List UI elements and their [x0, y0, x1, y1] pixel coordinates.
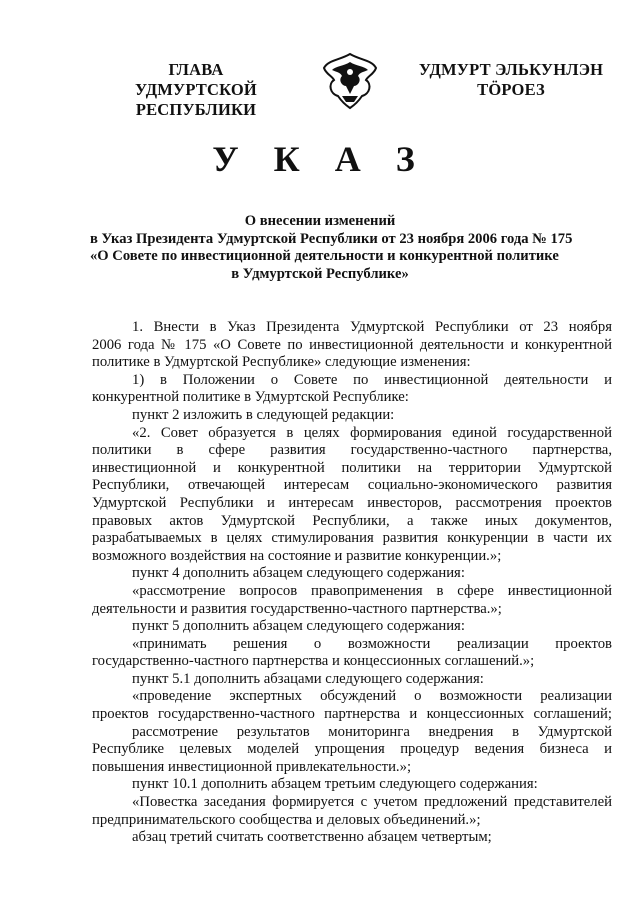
- body-line: пункт 5.1 дополнить абзацами следующего содержания:: [132, 670, 484, 687]
- body-line: политике в Удмуртской Республике» следующие изменения:: [92, 354, 471, 371]
- body-line: политики в сфере развития государственно-частного партнерства,: [92, 442, 612, 459]
- body-line: 2006 года № 175 «О Совете по инвестиционной деятельности и конкурентной: [92, 336, 612, 353]
- subject-line: «О Совете по инвестиционной деятельности и конкурентной политике: [90, 248, 559, 264]
- subject-line: О внесении изменений: [244, 213, 396, 229]
- body-line: пункт 10.1 дополнить абзацем третьим следующего содержания:: [132, 776, 538, 793]
- body-line: 1) в Положении о Совете по инвестиционной деятельности и: [132, 371, 612, 388]
- body-line: рассмотрение результатов мониторинга внедрения в Удмуртской: [132, 723, 612, 740]
- body-line: конкурентной политике в Удмуртской Республике:: [92, 389, 409, 406]
- body-line: «принимать решения о возможности реализации проектов: [132, 635, 612, 652]
- subject-line: в Удмуртской Республике»: [231, 265, 409, 282]
- body-line: инвестиционной и конкурентной политики на территории Удмуртской: [92, 459, 612, 476]
- decree-title: У К А З: [212, 139, 428, 179]
- body-line: «проведение экспертных обсуждений о возможности реализации: [132, 688, 612, 705]
- body-line: абзац третий считать соответственно абзацем четвертым;: [132, 829, 492, 846]
- body-line: Республики, отвечающей интересам социально-экономического развития: [92, 477, 612, 494]
- body-line: деятельности и развития государственно-частного партнерства.»;: [92, 600, 502, 617]
- body-line: повышения инвестиционной привлекательности.»;: [92, 758, 412, 775]
- header-left-line-2: УДМУРТСКОЙ РЕСПУБЛИКИ: [135, 80, 257, 119]
- body-line: пункт 5 дополнить абзацем следующего содержания:: [132, 618, 465, 635]
- body-line: «2. Совет образуется в целях формирования единой государственной: [132, 424, 612, 441]
- body-line: государственно-частного партнерства и концессионных соглашений.»;: [92, 653, 535, 670]
- decree-body: [92, 319, 612, 847]
- body-line: пункт 2 изложить в следующей редакции:: [132, 406, 395, 423]
- subject-line: в Указ Президента Удмуртской Республики от 23 ноября 2006 года № 175: [90, 230, 573, 247]
- coat-of-arms-icon: [320, 50, 380, 110]
- body-line: «рассмотрение вопросов правоприменения в сфере инвестиционной: [132, 582, 612, 599]
- header-right-line-2: ТӦРОЕЗ: [477, 80, 545, 99]
- body-line: предпринимательского сообщества и деловых объединений.»;: [92, 811, 481, 828]
- body-line: 1. Внести в Указ Президента Удмуртской Республики от 23 ноября: [132, 319, 612, 335]
- header-left-line-1: ГЛАВА: [168, 60, 224, 79]
- header-right-line-1: УДМУРТ ЭЛЬКУНЛЭН: [418, 60, 604, 79]
- body-line: «Повестка заседания формируется с учетом предложений представителей: [132, 794, 612, 811]
- body-line: проектов государственно-частного партнерства и концессионных соглашений;: [92, 706, 612, 723]
- body-line: Удмуртской Республики и интересам инвесторов, рассмотрения проектов: [92, 494, 612, 511]
- decree-subject: [90, 213, 573, 283]
- body-line: разрабатываемых в целях стимулирования развития конкуренции в части их: [92, 530, 612, 547]
- body-line: возможного воздействия на состояние и развитие конкуренции.»;: [92, 547, 502, 564]
- body-line: Республике целевых моделей упрощения процедур ведения бизнеса и: [92, 741, 612, 758]
- body-line: правовых актов Удмуртской Республики, а также иных документов,: [92, 512, 612, 529]
- header-right: [402, 60, 620, 100]
- body-line: пункт 4 дополнить абзацем следующего содержания:: [132, 565, 465, 582]
- header-left: [80, 60, 312, 120]
